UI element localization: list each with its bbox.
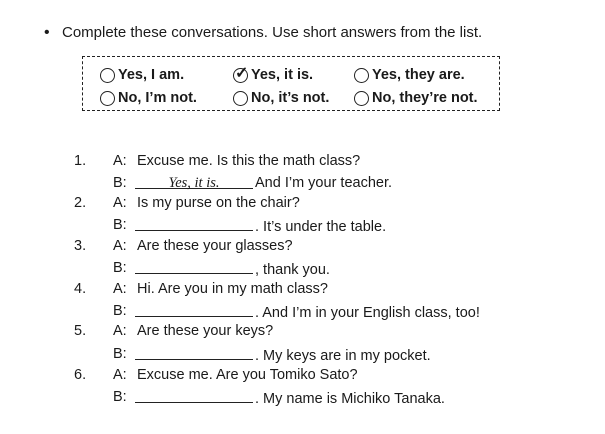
question-text: Are these your glasses? [137,238,293,254]
response-text: . My name is Michiko Tanaka. [255,391,445,407]
answer-blank[interactable] [135,216,253,231]
response-text: . And I’m in your English class, too! [255,305,480,321]
checked-circle-icon [233,64,249,83]
item-number: 5. [74,323,87,339]
option-yes-they-are[interactable] [354,66,465,84]
speaker-b: B: [113,389,127,405]
option-yes-it-is[interactable] [233,66,313,84]
speaker-b: B: [113,260,127,276]
answer-blank[interactable] [135,302,253,317]
item-number: 4. [74,281,87,297]
item-number: 2. [74,195,87,211]
option-no-its-not[interactable] [233,89,329,107]
answer-blank[interactable] [135,259,253,274]
instruction [44,24,482,42]
circle-icon [100,68,115,83]
option-label: Yes, they are. [372,67,465,83]
option-yes-i-am[interactable] [100,66,184,84]
check-icon: ✓ [235,64,249,82]
response-text: . My keys are in my pocket. [255,348,431,364]
speaker-b: B: [113,217,127,233]
question-text: Excuse me. Is this the math class? [137,153,361,169]
response-text: And I’m your teacher. [255,175,393,191]
question-text: Are these your keys? [137,323,274,339]
speaker-b: B: [113,303,127,319]
question-text: Hi. Are you in my math class? [137,281,328,297]
circle-icon [100,91,115,106]
speaker-a: A: [113,195,127,211]
instruction-text: Complete these conversations. Use short answers from the list. [62,24,483,41]
speaker-b: B: [113,346,127,362]
option-label: No, it’s not. [251,90,330,106]
question-text: Is my purse on the chair? [137,195,300,211]
answer-blank[interactable] [135,174,253,189]
item-number: 1. [74,153,87,169]
option-no-theyre-not[interactable] [354,89,478,107]
circle-icon [354,91,369,106]
bullet: • [44,24,50,41]
answer-text: Yes, it is. [168,175,220,191]
speaker-a: A: [113,367,127,383]
item-number: 3. [74,238,87,254]
speaker-a: A: [113,153,127,169]
speaker-a: A: [113,281,127,297]
item-number: 6. [74,367,87,383]
option-label: Yes, it is. [251,67,314,83]
speaker-a: A: [113,323,127,339]
speaker-b: B: [113,175,127,191]
answer-blank[interactable] [135,388,253,403]
question-text: Excuse me. Are you Tomiko Sato? [137,367,358,383]
answer-blank[interactable] [135,345,253,360]
circle-icon [233,91,248,106]
option-label: No, I’m not. [118,90,197,106]
circle-icon [354,68,369,83]
response-text: , thank you. [255,262,330,278]
option-label: Yes, I am. [118,67,185,83]
response-text: . It’s under the table. [255,219,387,235]
option-label: No, they’re not. [372,90,478,106]
speaker-a: A: [113,238,127,254]
option-no-im-not[interactable] [100,89,197,107]
